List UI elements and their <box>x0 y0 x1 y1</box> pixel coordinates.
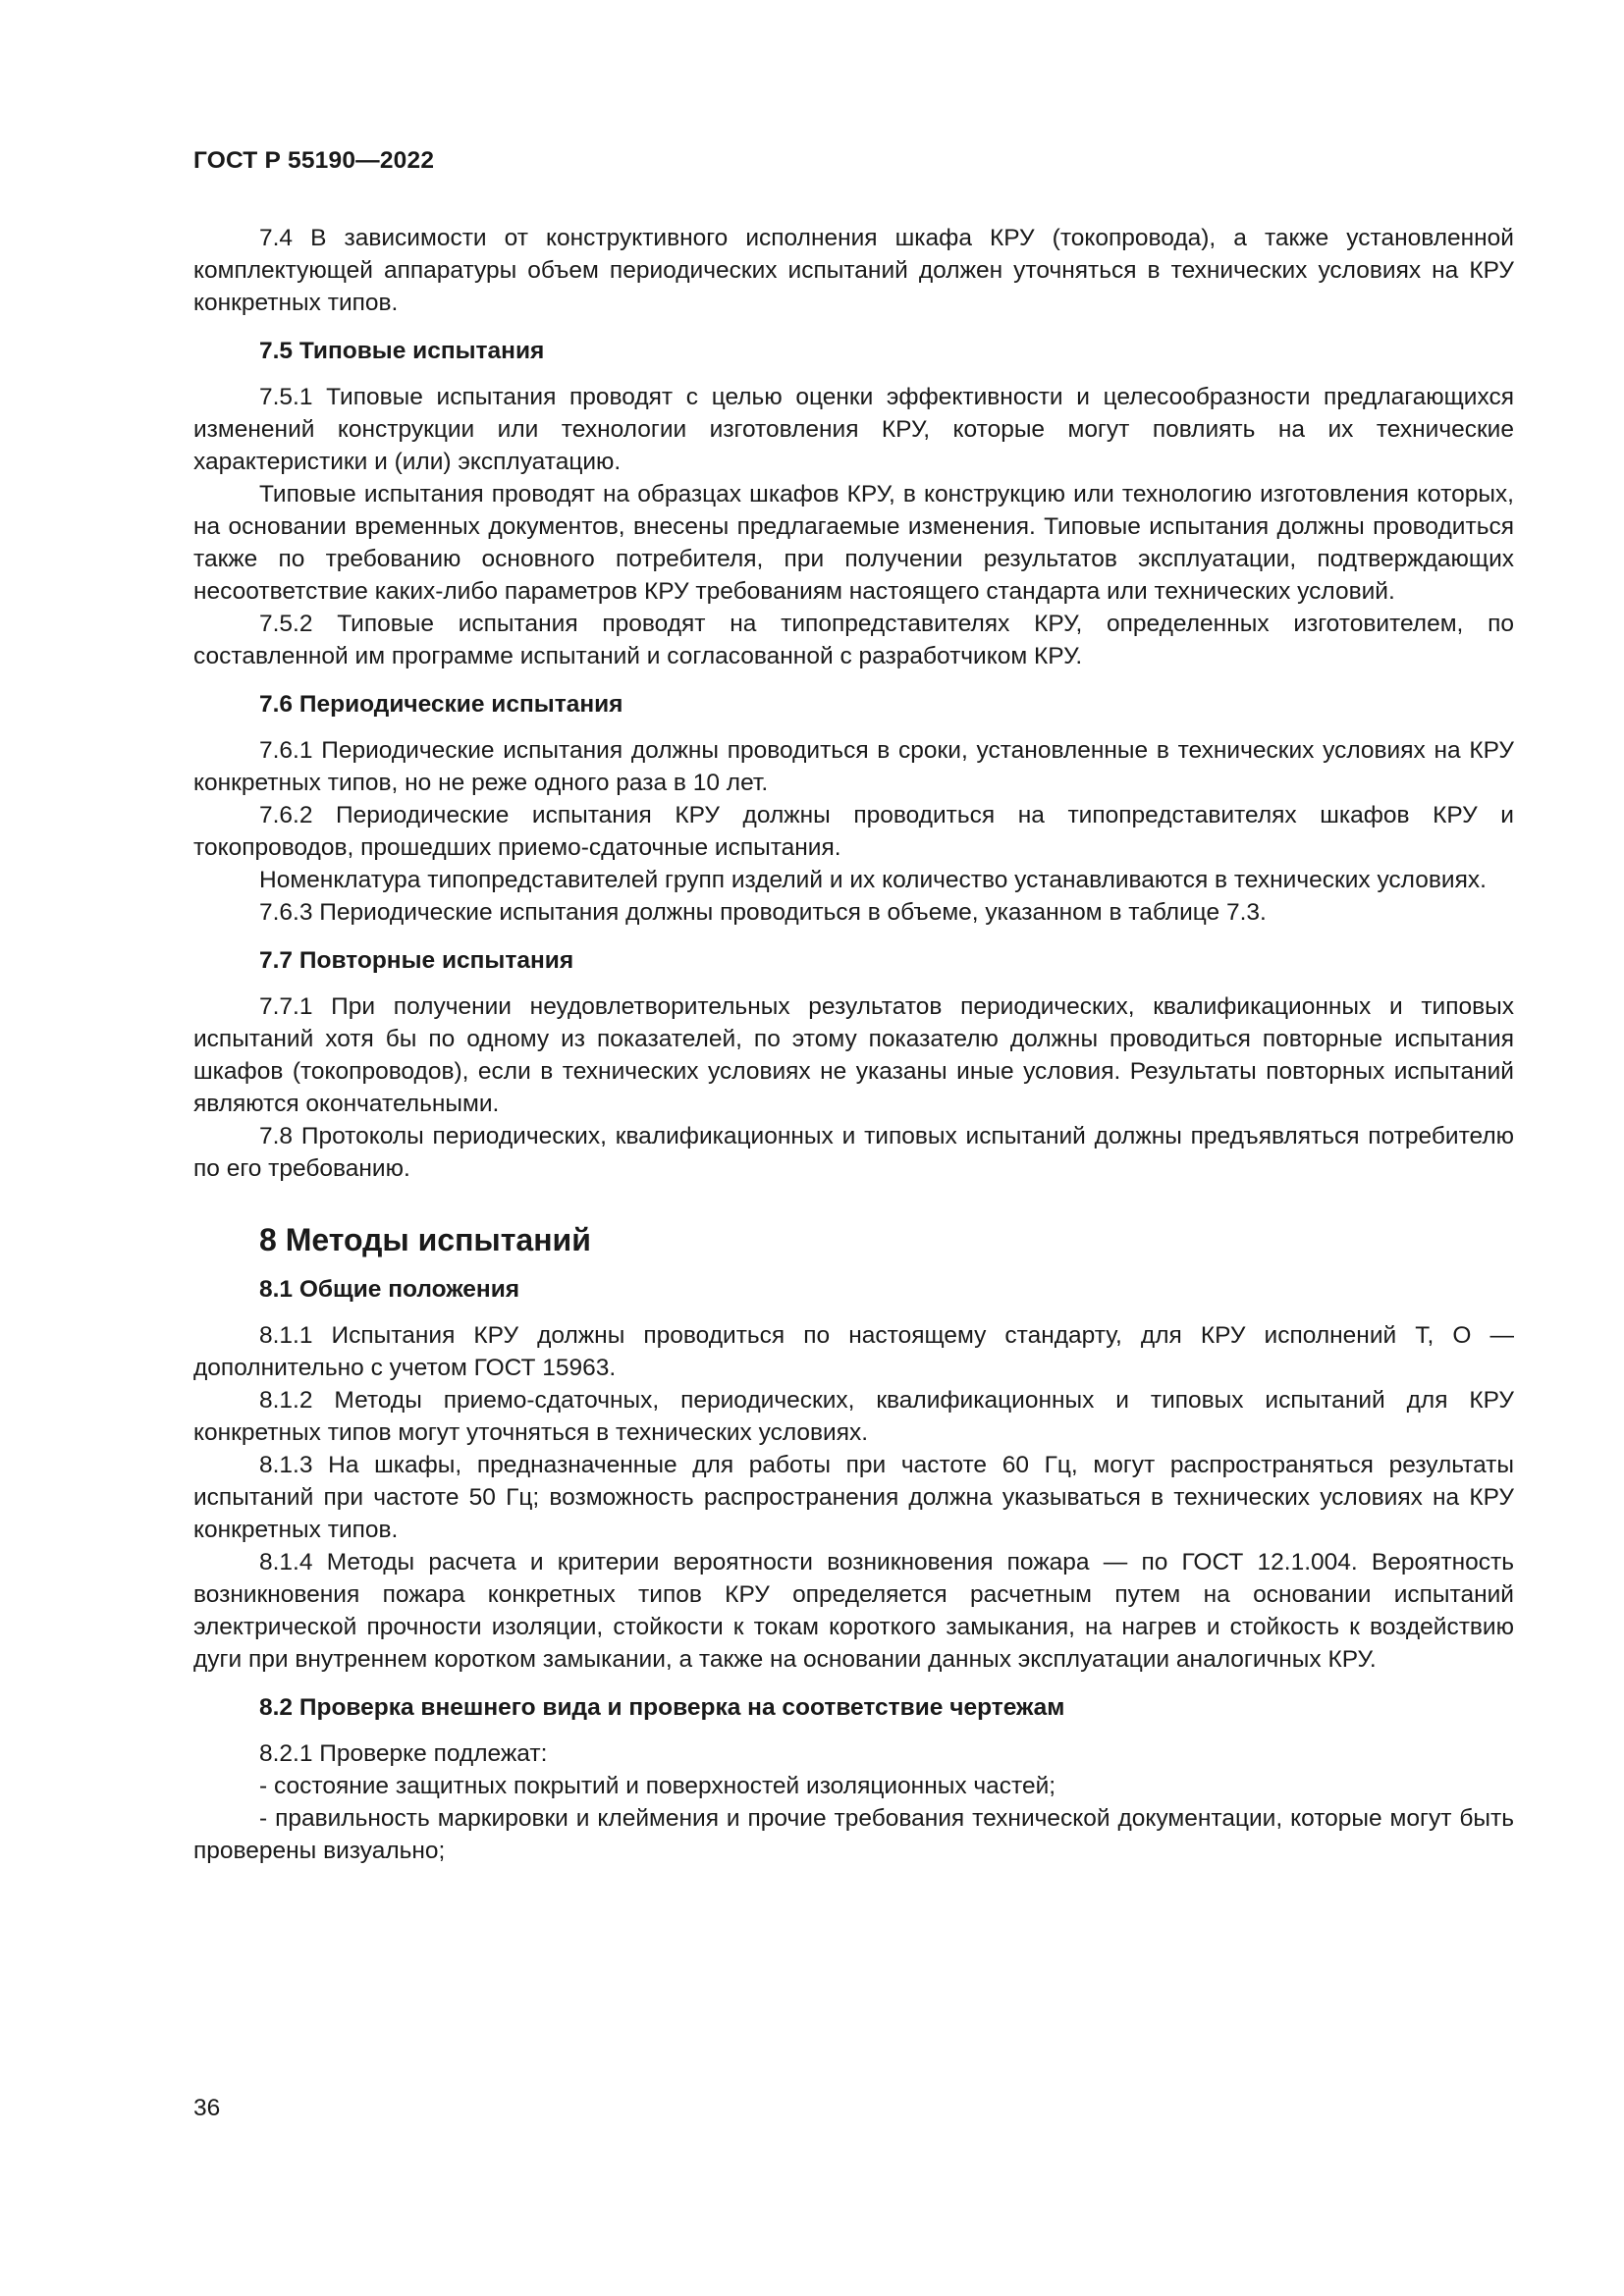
paragraph: 7.6.3 Периодические испытания должны проводиться в объеме, указанном в таблице 7.3. <box>259 899 1267 926</box>
document-id-header: ГОСТ Р 55190—2022 <box>193 147 435 174</box>
paragraph: 7.5.2 Типовые испытания проводят на типопредставителях КРУ, определенных изготовителем, по составленной им программе испытаний и согласованной с разработчиком КРУ. <box>193 611 1514 669</box>
paragraph: 7.6.1 Периодические испытания должны проводиться в сроки, установленные в технических условиях на КРУ конкретных типов, но не реже одного раза в 10 лет. <box>193 737 1514 796</box>
paragraph: 7.6.2 Периодические испытания КРУ должны проводиться на типопредставителях шкафов КРУ и токопроводов, прошедших приемо-сдаточные испытания. <box>193 802 1514 861</box>
subsection-heading: 7.5 Типовые испытания <box>259 338 545 364</box>
paragraph: Типовые испытания проводят на образцах шкафов КРУ, в конструкцию или технологию изготовления которых, на основании временных документов, внесены предлагаемые изменения. Типовые испытания должны проводиться также по требованию основного потребителя, при получении результатов эксплуатации, подтверждающих несоответствие каких-либо параметров КРУ требованиям настоящего стандарта или технических условий. <box>193 481 1514 605</box>
paragraph: 7.8 Протоколы периодических, квалификационных и типовых испытаний должны предъявляться потребителю по его требованию. <box>193 1123 1514 1182</box>
paragraph: 7.7.1 При получении неудовлетворительных результатов периодических, квалификационных и типовых испытаний хотя бы по одному из показателей, по этому показателю должны проводиться повторные испытания шкафов (токопроводов), если в технических условиях не указаны иные условия. Результаты повторных испытаний являются окончательными. <box>193 993 1514 1117</box>
subsection-heading: 7.6 Периодические испытания <box>259 691 623 718</box>
paragraph: 8.1.1 Испытания КРУ должны проводиться по настоящему стандарту, для КРУ исполнений Т, О — дополнительно с учетом ГОСТ 15963. <box>193 1322 1514 1381</box>
document-body <box>193 222 1514 1867</box>
subsection-heading: 8.2 Проверка внешнего вида и проверка на соответствие чертежам <box>259 1694 1065 1721</box>
paragraph: 8.2.1 Проверке подлежат: <box>259 1740 548 1767</box>
section-heading: 8 Методы испытаний <box>259 1222 591 1257</box>
page-number: 36 <box>193 2095 221 2121</box>
paragraph: Номенклатура типопредставителей групп изделий и их количество устанавливаются в технических условиях. <box>259 867 1487 893</box>
paragraph: 7.4 В зависимости от конструктивного исполнения шкафа КРУ (токопровода), а также установленной комплектующей аппаратуры объем периодических испытаний должен уточняться в технических условиях на КРУ конкретных типов. <box>193 225 1514 316</box>
paragraph: 7.5.1 Типовые испытания проводят с целью оценки эффективности и целесообразности предлагающихся изменений конструкции или технологии изготовления КРУ, которые могут повлиять на их технические характеристики и (или) эксплуатацию. <box>193 384 1514 475</box>
paragraph: 8.1.4 Методы расчета и критерии вероятности возникновения пожара — по ГОСТ 12.1.004. Вероятность возникновения пожара конкретных типов КРУ определяется расчетным путем на основании испытаний электрической прочности изоляции, стойкости к токам короткого замыкания, на нагрев и стойкость к воздействию дуги при внутреннем коротком замыкании, а также на основании данных эксплуатации аналогичных КРУ. <box>193 1549 1514 1673</box>
paragraph: 8.1.2 Методы приемо-сдаточных, периодических, квалификационных и типовых испытаний для КРУ конкретных типов могут уточняться в технических условиях. <box>193 1387 1514 1446</box>
subsection-heading: 8.1 Общие положения <box>259 1276 520 1303</box>
paragraph: - состояние защитных покрытий и поверхностей изоляционных частей; <box>259 1773 1056 1799</box>
paragraph: 8.1.3 На шкафы, предназначенные для работы при частоте 60 Гц, могут распространяться результаты испытаний при частоте 50 Гц; возможность распространения должна указываться в технических условиях на КРУ конкретных типов. <box>193 1452 1514 1543</box>
paragraph: - правильность маркировки и клеймения и прочие требования технической документации, которые могут быть проверены визуально; <box>193 1805 1514 1864</box>
subsection-heading: 7.7 Повторные испытания <box>259 947 574 974</box>
